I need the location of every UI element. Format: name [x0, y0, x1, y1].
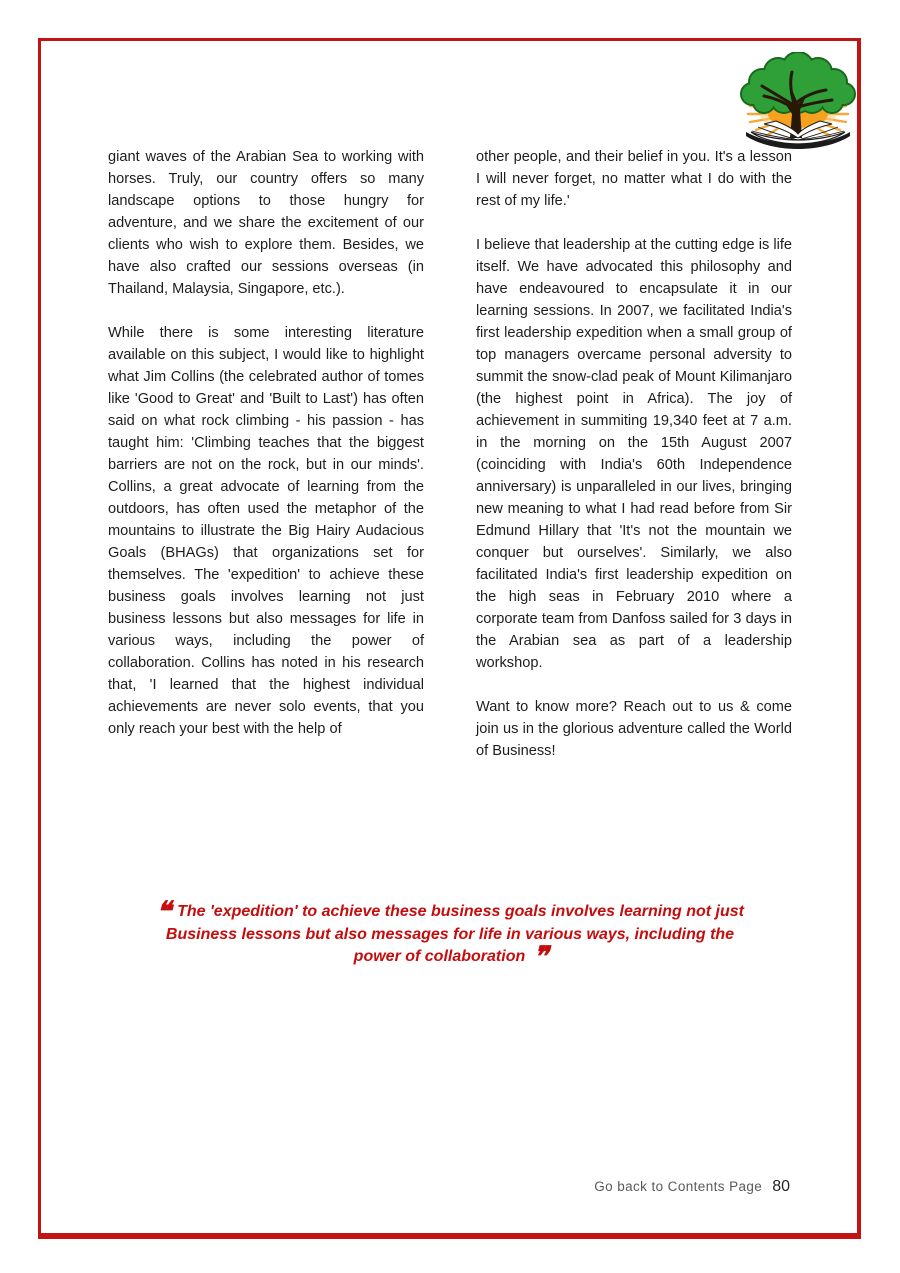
pull-quote	[70, 896, 830, 972]
page-number: 80	[772, 1178, 790, 1195]
pull-quote-text: The 'expedition' to achieve these business goals involves learning not just	[177, 903, 744, 920]
pull-quote-line	[70, 896, 830, 927]
page-footer	[594, 1178, 790, 1196]
body-paragraph: Want to know more? Reach out to us & come join us in the glorious adventure called the World of Business!	[476, 699, 792, 759]
tree-open-book-logo-icon	[738, 52, 858, 154]
body-paragraph: I believe that leadership at the cutting edge is life itself. We have advocated this philosophy and have endeavoured to encapsulate it in our learning sessions. In 2007, we facilitated India's first leadership expedition when a small group of top managers overcame personal adversity to summit the snow-clad peak of Mount Kilimanjaro (the highest point in Africa). The joy of achievement in summiting 19,340 feet at 7 a.m. in the morning on the 15th August 2007 (coinciding with India's 60th Independence anniversary) is unparalleled in our lives, bringing new meaning to what I had read before from Sir Edmund Hillary that 'It's not the mountain we conquer but ourselves'. Similarly, we also facilitated India's first leadership expedition on the high seas in February 2010 where a corporate team from Danfoss sailed for 3 days in the Arabian sea as part of a leadership workshop.	[476, 237, 792, 671]
contents-page-link[interactable]: Go back to Contents Page	[594, 1179, 763, 1194]
body-paragraph: While there is some interesting literature available on this subject, I would like to highlight what Jim Collins (the celebrated author of tomes like 'Good to Great' and 'Built to Last') has often said on what rock climbing - his passion - has taught him: 'Climbing teaches that the biggest barriers are not on the rock, but in our minds'. Collins, a great advocate of learning from the outdoors, has often used the metaphor of the mountains to illustrate the Big Hairy Audacious Goals (BHAGs) that organizations set for themselves. The 'expedition' to achieve these business goals involves learning not just business lessons but also messages for life in various ways, including the power of collaboration. Collins has noted in his research that, 'I learned that the highest individual achievements are never solo events, that you only reach your best with the help of	[108, 325, 424, 737]
pull-quote-line: Business lessons but also messages for life in various ways, including the	[165, 925, 735, 943]
close-quote-icon: ❞	[533, 941, 547, 972]
body-paragraph: giant waves of the Arabian Sea to working with horses. Truly, our country offers so many landscape options to those hungry for adventure, and we share the excitement of our clients who wish to explore them. Besides, we have also crafted our sessions overseas (in Thailand, Malaysia, Singapore, etc.).	[108, 149, 424, 297]
open-quote-icon: ❝	[156, 896, 170, 927]
right-column	[476, 146, 792, 762]
body-paragraph: other people, and their belief in you. It's a lesson I will never forget, no matter what I do with the rest of my life.'	[476, 149, 792, 209]
left-column	[108, 146, 424, 762]
two-column-text	[108, 146, 792, 762]
pull-quote-text: power of collaboration	[353, 948, 526, 965]
pull-quote-line	[70, 941, 830, 972]
